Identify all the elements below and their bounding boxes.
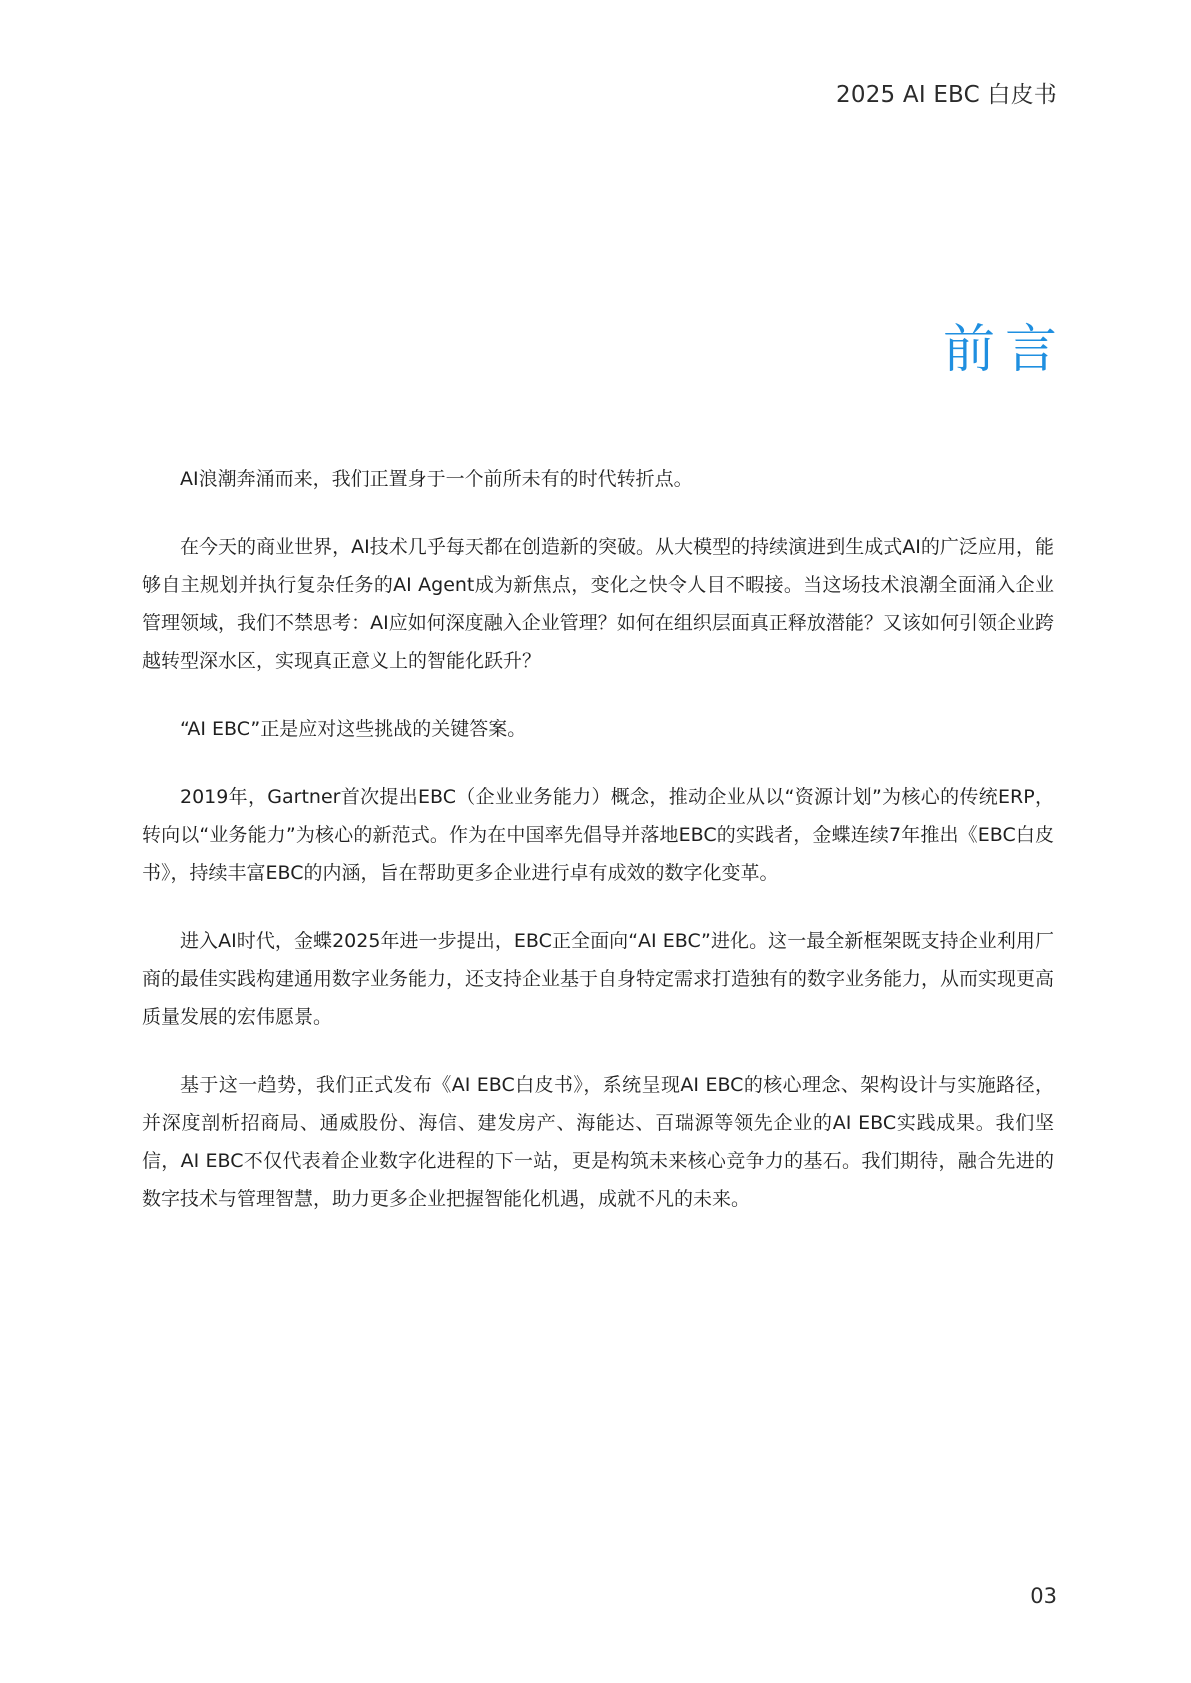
running-header-title: 2025 AI EBC 白皮书 <box>836 82 1057 108</box>
paragraph-whitepaper-release: 基于这一趋势，我们正式发布《AI EBC白皮书》，系统呈现AI EBC的核心理念、架构设计与实施路径，并深度剖析招商局、通威股份、海信、建发房产、海能达、百瑞源等领先企业的AI EBC实践成果。我们坚信，AI EBC不仅代表着企业数字化进程的下一站，更是构筑未来核心竞争力的基石。我们期待，融合先进的数字技术与管理智慧，助力更多企业把握智能化机遇，成就不凡的未来。 <box>142 1074 1054 1210</box>
paragraph-ebc-history: 2019年，Gartner首次提出EBC（企业业务能力）概念，推动企业从以“资源计划”为核心的传统ERP，转向以“业务能力”为核心的新范式。作为在中国率先倡导并落地EBC的实践者，金蝶连续7年推出《EBC白皮书》，持续丰富EBC的内涵，旨在帮助更多企业进行卓有成效的数字化变革。 <box>142 786 1054 884</box>
paragraph-ai-breakthroughs: 在今天的商业世界，AI技术几乎每天都在创造新的突破。从大模型的持续演进到生成式AI的广泛应用，能够自主规划并执行复杂任务的AI Agent成为新焦点，变化之快令人目不暇接。当这场技术浪潮全面涌入企业管理领域，我们不禁思考：AI应如何深度融入企业管理？如何在组织层面真正释放潜能？又该如何引领企业跨越转型深水区，实现真正意义上的智能化跃升？ <box>142 536 1054 672</box>
paragraph-ai-era: 进入AI时代，金蝶2025年进一步提出，EBC正全面向“AI EBC”进化。这一最全新框架既支持企业利用厂商的最佳实践构建通用数字业务能力，还支持企业基于自身特定需求打造独有的数字业务能力，从而实现更高质量发展的宏伟愿景。 <box>142 930 1055 1028</box>
paragraph-intro: AI浪潮奔涌而来，我们正置身于一个前所未有的时代转折点。 <box>180 468 693 490</box>
page-number: 03 <box>1030 1584 1057 1608</box>
preface-body <box>142 460 1054 1248</box>
page-title: 前言 <box>942 319 1067 380</box>
paragraph-ai-ebc-answer: “AI EBC”正是应对这些挑战的关键答案。 <box>180 718 527 740</box>
